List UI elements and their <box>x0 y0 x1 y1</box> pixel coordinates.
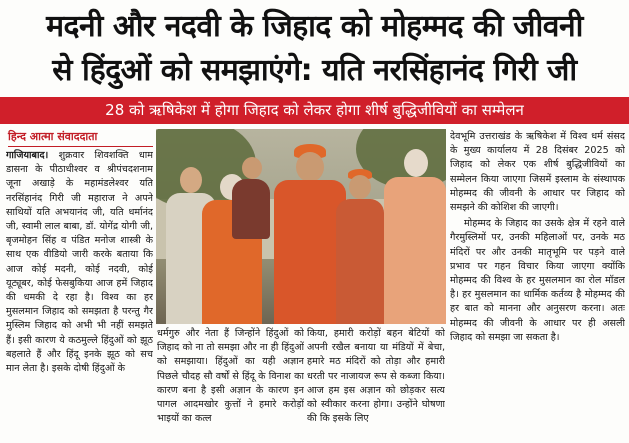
byline-rule <box>8 146 153 147</box>
left-column-text: शुक्रवार शिवशक्ति धाम डासना के पीठाधीश्वर व श्रीपंचदशनाम जूना अखाड़े के महामंडलेश्वर यति नरसिंहानंद गिरी जी महाराज ने अपने साथियों यति अभयानंद जी, यति धर्मानंद जी, स्वामी लाल बाबा, डॉ. योगेंद्र योगी जी, बृजमोहन सिंह व पंडित मनोज शास्त्री के साथ एक वीडियो जारी करके बताया कि आज कोई मदनी, कोई नदवी, कोई यूट्यूबर, कोई फेसबुकिया आज हमें जिहाद की धमकी दे रहा है। विश्व का हर मुसलमान जिहाद को समझता है परन्तु गैर मुस्लिम जिहाद को अभी भी नहीं समझते हैं। इसी कारण ये कठमुल्ले हिंदुओं को झूठ बहलाते हैं और हिंदू इनके झूठ को सच मान लेता है। इसके दोषी हिंदुओं के <box>6 150 153 375</box>
mid1-column-text: धर्मगुरु और नेता हैं जिन्होंने हिंदुओं को जिहाद को ना तो समझा और ना ही हिंदुओं को समझाया। हिंदुओं का यही अज्ञान पिछले चौदह सौ वर्षों से हिंदू के विनाश का कारण बना है इसी अज्ञान के कारण इन पागल आदमखोर कुत्तों ने हमारे करोड़ों भाइयों का कत्ल <box>157 328 304 425</box>
photo-person <box>384 149 446 324</box>
article-column-right <box>450 130 625 441</box>
headline <box>0 0 629 96</box>
mid2-column-text: किया, हमारी करोड़ों बहन बेटियों को अपनी रखैल बनाया या मंडियों में बेचा, हमारे मठ मंदिरों को तोड़ा और हमारी धरती पर नाजायज रूप से कब्जा किया। आज हम इस अज्ञान को छोड़कर सत्य को स्वीकार करना होगा। उन्होंने घोषणा की कि इसके लिए <box>307 328 445 425</box>
dateline: गाजियाबाद। <box>6 150 49 161</box>
news-photo <box>156 129 446 324</box>
photo-person <box>232 157 270 237</box>
headline-line-2: से हिंदुओं को समझाएंगे: यति नरसिंहानंद गिरी जी <box>52 53 577 88</box>
article-column-mid-2 <box>307 327 445 441</box>
article-column-mid-1 <box>157 327 304 441</box>
byline: हिन्द आत्मा संवाददाता <box>8 130 98 143</box>
photo-person <box>336 169 384 324</box>
subheadline-banner: 28 को ऋषिकेश में होगा जिहाद को लेकर होगा शीर्ष बुद्धिजीवियों का सम्मेलन <box>0 97 629 124</box>
article-column-left <box>6 149 153 441</box>
right-column-paragraph-2: मोहम्मद के जिहाद का उसके क्षेत्र में रहने वाले गैरमुस्लिमों पर, उनकी महिलाओं पर, उनके मठ मंदिरों पर और उनकी मातृभूमि पर पड़ने वाले प्रभाव पर गहन विचार किया जाएगा क्योंकि मोहम्मद की विश्व के हर मुसलमान का रोल मॉडल है। हर मुसलमान का धार्मिक कर्तव्य है मोहम्मद की हर बात को मानना और अनुसरण करना। अतः मोहम्मद की जीवनी के आधार पर ही असली जिहाद को समझा जा सकता है। <box>450 218 625 343</box>
headline-line-1: मदनी और नदवी के जिहाद को मोहम्मद की जीवनी <box>46 9 583 44</box>
article-paragraph-left <box>6 149 153 376</box>
right-column-paragraph-1: देवभूमि उत्तराखंड के ऋषिकेश में विश्व धर्म संसद के मुख्य कार्यालय में 28 दिसंबर 2025 को जिहाद को लेकर एक शीर्ष बुद्धिजीवियों का सम्मेलन किया जाएगा जिसमें इस्लाम के संस्थापक मोहम्मद की जीवनी के आधार पर जिहाद को समझने की कोशिश की जाएगी। <box>450 131 625 214</box>
